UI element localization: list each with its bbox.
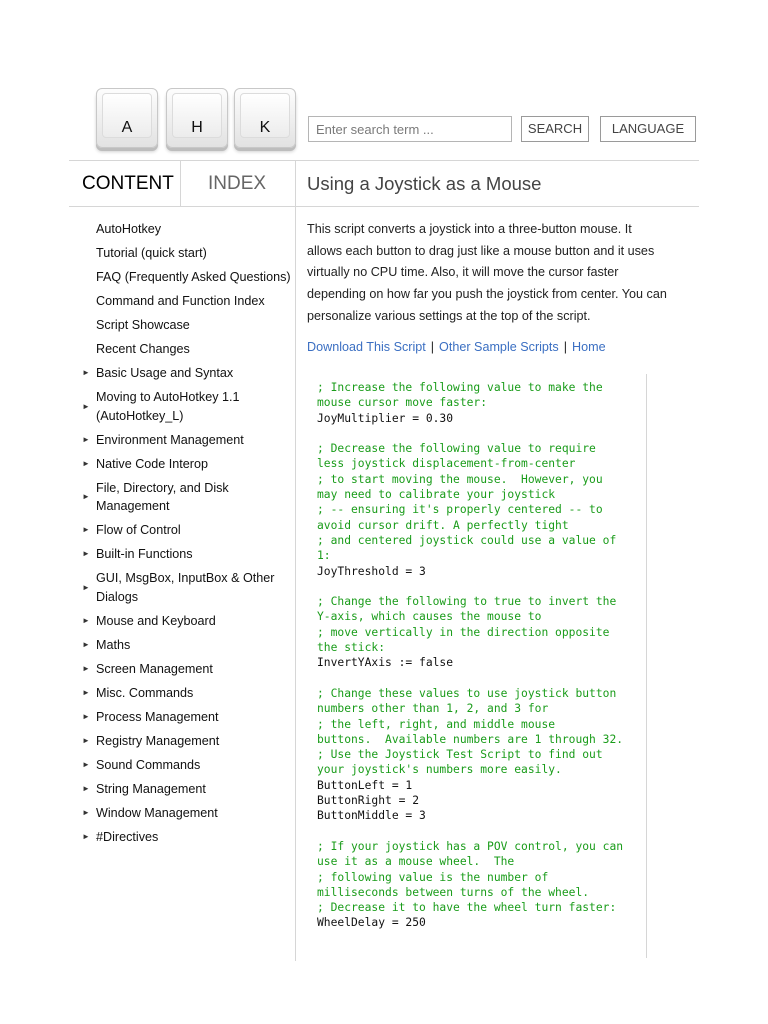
expand-arrow-icon[interactable]: ► [82,615,90,625]
sidebar-item[interactable] [80,612,295,631]
link-separator: | [430,340,435,354]
expand-arrow-icon[interactable]: ► [82,687,90,697]
sidebar-item-label: Basic Usage and Syntax [96,366,234,380]
sidebar-item-label: String Management [96,781,206,796]
sidebar-item-label: Mouse and Keyboard [96,613,216,628]
sidebar-item[interactable] [80,455,295,474]
sidebar-toc [80,220,295,852]
expand-arrow-icon[interactable]: ► [82,434,90,444]
code-comment-line: ; Decrease the following value to require [317,442,596,456]
code-line: ButtonMiddle = 3 [317,809,426,823]
search-button[interactable]: SEARCH [521,116,589,142]
expand-arrow-icon[interactable]: ► [82,831,90,841]
code-content [307,374,648,931]
language-button[interactable]: LANGUAGE [600,116,696,142]
sidebar-divider [295,161,296,961]
code-comment-line: Y-axis, which causes the mouse to [317,610,542,624]
search-input[interactable] [308,116,512,142]
code-comment-line: ; Change these values to use joystick button [317,686,617,700]
sidebar-item[interactable] [80,431,295,450]
code-comment-line: the stick: [317,641,386,655]
code-comment-line: may need to calibrate your joystick [317,488,556,502]
code-comment-line: ; move vertically in the direction opposite [317,625,610,639]
expand-arrow-icon[interactable]: ► [82,525,90,534]
code-line: WheelDelay = 250 [317,916,426,930]
sidebar-item[interactable] [80,732,295,751]
sidebar-item[interactable] [80,244,295,263]
sidebar-item[interactable] [80,684,295,703]
sidebar-item[interactable] [80,479,295,516]
expand-arrow-icon[interactable]: ► [82,807,90,817]
code-comment-line: ; Increase the following value to make the [317,381,603,394]
code-comment-line: numbers other than 1, 2, and 3 for [317,702,549,716]
expand-arrow-icon[interactable]: ► [82,759,90,769]
sidebar-item-label: Process Management [96,709,219,724]
code-comment-line: ; following value is the number of [317,870,549,884]
logo-key-a [96,88,158,148]
code-comment-line: ; and centered joystick could use a value of [317,533,617,547]
expand-arrow-icon[interactable]: ► [82,783,90,793]
code-block [307,374,648,958]
code-line: JoyMultiplier = 0.30 [317,411,454,425]
sidebar-item[interactable] [80,636,295,655]
link-separator: | [563,340,568,354]
logo-key-letter: H [191,119,203,136]
code-line: ButtonLeft = 1 [317,778,413,792]
expand-arrow-icon[interactable]: ► [82,639,90,649]
sidebar-item[interactable] [80,292,295,311]
code-comment-line: ; the left, right, and middle mouse [317,717,556,731]
expand-arrow-icon[interactable]: ► [82,491,90,501]
sidebar-item-label: Misc. Commands [96,685,194,700]
logo-key-letter: K [259,119,271,136]
sidebar-item-label: Built-in Functions [96,547,193,561]
code-comment-line: ; to start moving the mouse. However, you [317,472,603,486]
home-link[interactable]: Home [572,340,606,354]
download-script-link[interactable]: Download This Script [307,340,426,354]
sidebar-item-label: Window Management [96,805,218,820]
code-comment-line: 1: [317,549,331,563]
logo-key-h [166,88,228,148]
code-comment-line: ; -- ensuring it's properly centered -- to [317,503,603,517]
page-title: Using a Joystick as a Mouse [307,173,542,194]
code-comment-line: ; If your joystick has a POV control, you can [317,839,624,853]
sidebar-item-label: AutoHotkey [96,222,162,236]
expand-arrow-icon[interactable]: ► [82,582,90,592]
sidebar-item[interactable] [80,660,295,679]
tab-divider [180,161,181,206]
sidebar-item[interactable] [80,388,295,425]
sidebar-item[interactable] [80,268,295,287]
sidebar-item-label: FAQ (Frequently Asked Questions) [96,270,291,284]
sidebar-item-label: Script Showcase [96,318,190,332]
sidebar-item[interactable] [80,340,295,359]
sidebar-item[interactable] [80,316,295,335]
other-sample-scripts-link[interactable]: Other Sample Scripts [439,340,559,354]
expand-arrow-icon[interactable]: ► [82,735,90,745]
code-comment-line: buttons. Available numbers are 1 through 32. [317,732,624,746]
code-comment-line: your joystick's numbers more easily. [317,763,562,777]
expand-arrow-icon[interactable]: ► [82,401,90,411]
sidebar-item-label: #Directives [96,829,159,844]
sidebar-item[interactable] [80,828,295,847]
sidebar-item[interactable] [80,364,295,383]
code-line [317,427,324,440]
sidebar-item-label: Native Code Interop [96,456,209,471]
sidebar-item-label: Registry Management [96,733,220,748]
code-line [317,672,324,685]
sidebar-item-label: Moving to AutoHotkey 1.1 (AutoHotkey_L) [96,390,240,423]
code-line: InvertYAxis := false [317,656,454,670]
sidebar-item[interactable] [80,708,295,727]
sidebar-item[interactable] [80,569,295,606]
expand-arrow-icon[interactable]: ► [82,458,90,468]
tabs-underline [69,206,295,207]
sidebar-item[interactable] [80,220,295,239]
code-line [317,580,324,593]
logo-key-letter: A [121,119,133,136]
page-description: This script converts a joystick into a three-button mouse. It allows each button to drag just like a mouse button and it uses virtually no CPU time. Also, it will move the cursor faster depending on how far you push the joystick from center. You can personalize various settings at the top of the script. [307,222,667,323]
sidebar-item-label: Tutorial (quick start) [96,246,207,260]
sidebar-item[interactable] [80,521,295,540]
code-line: JoyThreshold = 3 [317,564,426,578]
expand-arrow-icon[interactable]: ► [82,711,90,721]
code-line: ButtonRight = 2 [317,794,420,808]
code-line [317,825,324,838]
sidebar-item-label: Screen Management [96,661,213,676]
sidebar-item-label: GUI, MsgBox, InputBox & Other Dialogs [96,571,275,604]
code-comment-line: milliseconds between turns of the wheel. [317,885,590,899]
sidebar-item-label: Recent Changes [96,342,190,356]
expand-arrow-icon[interactable]: ► [82,549,90,558]
sidebar-item-label: Flow of Control [96,523,181,537]
sidebar-item-label: Environment Management [96,432,244,447]
code-comment-line: ; Decrease it to have the wheel turn faster: [317,901,617,915]
tab-index[interactable]: INDEX [208,173,267,194]
ahk-logo[interactable] [96,88,300,150]
sidebar-item[interactable] [80,545,295,564]
sidebar-item[interactable] [80,780,295,799]
code-comment-line: less joystick displacement-from-center [317,457,576,471]
sidebar-item[interactable] [80,756,295,775]
tab-content[interactable]: CONTENT [82,173,174,194]
code-comment-line: ; Use the Joystick Test Script to find out [317,748,603,762]
sidebar-item-label: Sound Commands [96,757,201,772]
code-comment-line: mouse cursor move faster: [317,396,488,410]
sidebar-item[interactable] [80,804,295,823]
expand-arrow-icon[interactable]: ► [82,368,90,377]
code-comment-line: avoid cursor drift. A perfectly tight [317,518,569,532]
expand-arrow-icon[interactable]: ► [82,663,90,673]
sidebar-item-label: Command and Function Index [96,294,265,308]
script-links [307,340,606,354]
sidebar-item-label: Maths [96,637,131,652]
sidebar-item-label: File, Directory, and Disk Management [96,480,229,513]
code-comment-line: use it as a mouse wheel. The [317,855,515,869]
code-comment-line: ; Change the following to true to invert the [317,595,617,609]
title-underline [295,206,699,207]
logo-key-k [234,88,296,148]
